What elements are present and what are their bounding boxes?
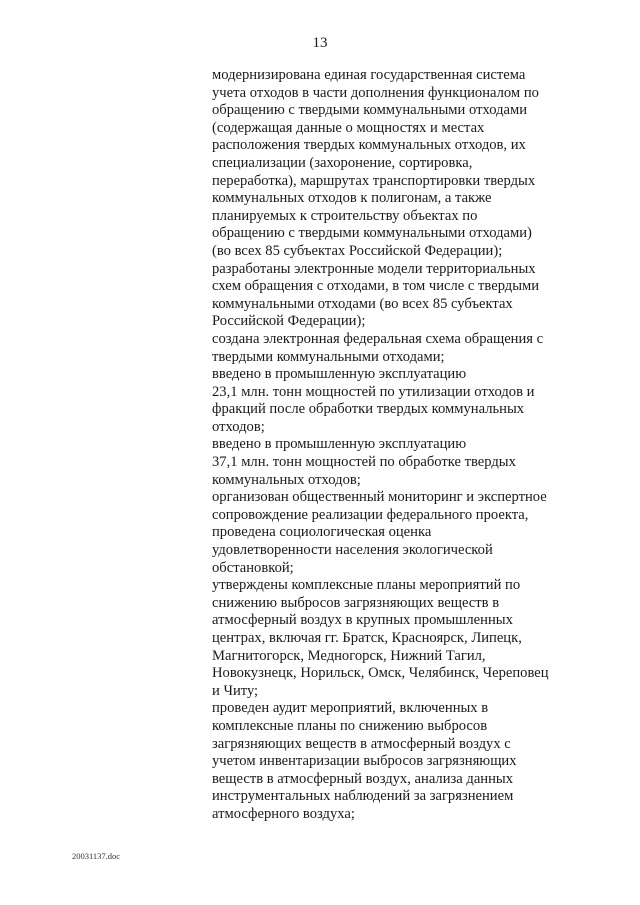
text-line: расположения твердых коммунальных отходов, их — [212, 137, 526, 154]
text-line: загрязняющих веществ в атмосферный воздух с — [212, 735, 511, 752]
text-line: (содержащая данные о мощностях и местах — [212, 119, 485, 136]
text-line: атмосферный воздух в крупных промышленных — [212, 612, 513, 629]
text-line: введено в промышленную эксплуатацию — [212, 436, 467, 453]
body-text — [212, 67, 567, 824]
text-line: обстановкой; — [212, 559, 294, 576]
text-line: Магнитогорск, Медногорск, Нижний Тагил, — [212, 647, 486, 664]
text-line: обращению с твердыми коммунальными отходами) — [212, 225, 532, 242]
text-line: инструментальных наблюдений за загрязнением — [212, 788, 514, 805]
text-line: комплексные планы по снижению выбросов — [212, 717, 488, 734]
text-line: Новокузнецк, Норильск, Омск, Челябинск, Череповец — [212, 665, 549, 682]
text-line: атмосферного воздуха; — [212, 805, 355, 822]
text-line: учета отходов в части дополнения функционалом по — [212, 84, 539, 101]
text-line: сопровождение реализации федерального проекта, — [212, 506, 529, 523]
text-line: проведен аудит мероприятий, включенных в — [212, 700, 489, 717]
text-line: твердыми коммунальными отходами; — [212, 348, 445, 365]
text-line: коммунальных отходов; — [212, 471, 361, 488]
text-line: (во всех 85 субъектах Российской Федерации); — [212, 242, 503, 259]
text-line: Российской Федерации); — [212, 313, 366, 330]
text-line: организован общественный мониторинг и экспертное — [212, 489, 547, 506]
text-line: 23,1 млн. тонн мощностей по утилизации отходов и — [212, 383, 535, 400]
text-line: коммунальными отходами (во всех 85 субъектах — [212, 295, 513, 312]
text-line: снижению выбросов загрязняющих веществ в — [212, 594, 500, 611]
footer-filename: 20031137.doc — [72, 851, 121, 861]
text-line: фракций после обработки твердых коммунальных — [212, 401, 525, 418]
text-line: учетом инвентаризации выбросов загрязняющих — [212, 753, 517, 770]
text-line: специализации (захоронение, сортировка, — [212, 154, 473, 171]
text-line: создана электронная федеральная схема обращения с — [212, 330, 544, 347]
text-line: введено в промышленную эксплуатацию — [212, 366, 467, 383]
text-line: модернизирована единая государственная система — [212, 67, 526, 83]
text-line: отходов; — [212, 418, 265, 435]
text-line: обращению с твердыми коммунальными отходами — [212, 102, 528, 119]
text-line: и Читу; — [212, 682, 259, 699]
text-line: переработка), маршрутах транспортировки твердых — [212, 172, 536, 189]
text-line: утверждены комплексные планы мероприятий по — [212, 577, 521, 594]
page-number: 13 — [312, 35, 328, 51]
text-line: схем обращения с отходами, в том числе с твердыми — [212, 278, 540, 295]
text-line: 37,1 млн. тонн мощностей по обработке твердых — [212, 454, 516, 471]
text-line: удовлетворенности населения экологической — [212, 542, 493, 559]
text-line: центрах, включая гг. Братск, Красноярск, Липецк, — [212, 630, 522, 646]
text-line: проведена социологическая оценка — [212, 524, 432, 541]
text-line: разработаны электронные модели территориальных — [212, 260, 536, 277]
text-line: веществ в атмосферный воздух, анализа данных — [212, 770, 514, 787]
text-line: планируемых к строительству объектах по — [212, 207, 478, 224]
text-line: коммунальных отходов к полигонам, а также — [212, 190, 492, 207]
